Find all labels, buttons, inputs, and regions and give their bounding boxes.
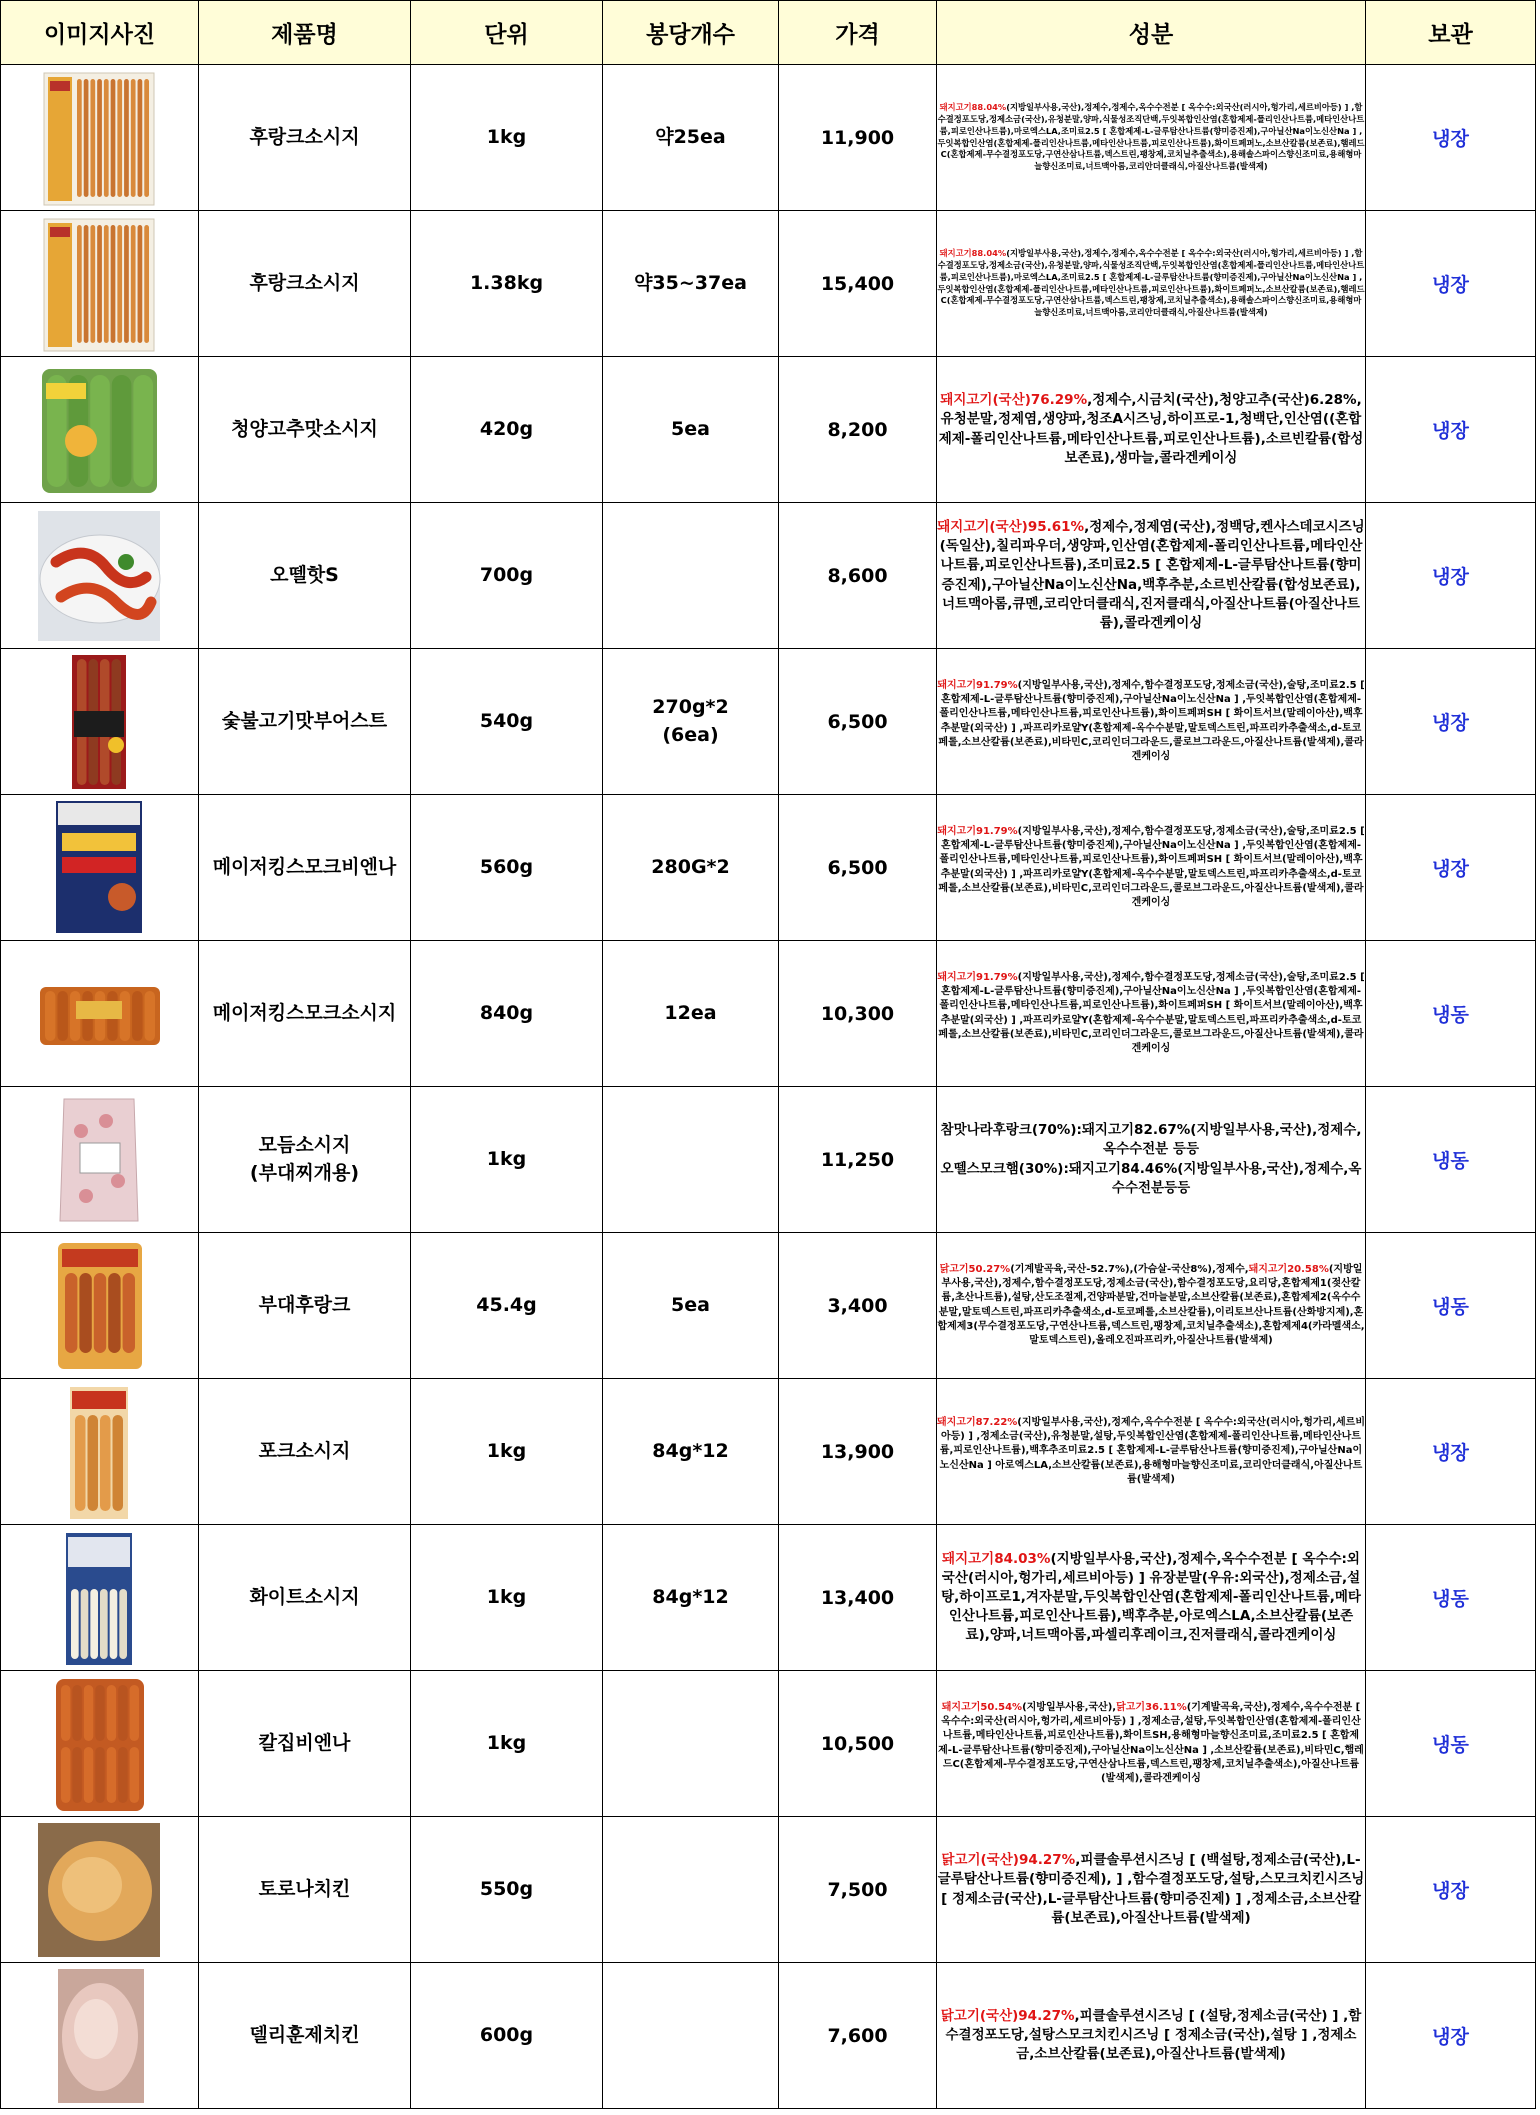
product-count: 84g*12 bbox=[603, 1525, 779, 1671]
header-name: 제품명 bbox=[199, 1, 411, 65]
ingredient-highlight: 돼지고기91.79% bbox=[937, 679, 1018, 691]
ingredient-highlight: 돼지고기(국산)76.29% bbox=[940, 392, 1088, 409]
product-name: 메이저킹스모크소시지 bbox=[199, 941, 411, 1087]
ingredient-text: (지방일부사용,국산),정제수,함수결정포도당,정제소금(국산),술탕,조미료2.5 [ 혼합제제-L-글루탐산나트륨(향미증진제),구아닐산Na이노신산Na ] ,두잇복합인산염(혼합제제-폴리인산나트륨,메타인산나트륨,피로인산나트륨),화이트페퍼SH [ 화이트서브(말레이아산),백후추분말(외국산) ] ,파프리카로얄Y(혼합제제-옥수수분말,말토덱스트린,파프리카추출색소,d-토코페롤,소브산칼륨(보존료),비타민C,코리인더그라운드,콜로브그라운드,아질산나트륨(발색제),콜라겐케이싱 bbox=[938, 825, 1365, 908]
product-count: 5ea bbox=[603, 1233, 779, 1379]
ingredient-text: (지방일부사용,국산),정제수,함수결정포도당,정제소금(국산),술탕,조미료2.5 [ 혼합제제-L-글루탐산나트륨(향미증진제),구아닐산Na이노신산Na ] ,두잇복합인산염(혼합제제-폴리인산나트륨,메타인산나트륨,피로인산나트륨),화이트페퍼SH [ 화이트서브(말레이아산),백후추분말(외국산) ] ,파프리카로얄Y(혼합제제-옥수수분말,말토덱스트린,파프리카추출색소,d-토코페롤,소브산칼륨(보존료),비타민C,코리인더그라운드,콜로브그라운드,아질산나트륨(발색제),콜라겐케이싱 bbox=[938, 679, 1365, 762]
product-ingredients bbox=[937, 1525, 1366, 1671]
product-photo bbox=[36, 1967, 164, 2105]
product-photo bbox=[36, 653, 164, 791]
ingredient-text: (기계발곡육,국산),정제수,옥수수전분 [ 옥수수:외국산(러시아,헝가리,세르비아등) ] ,정제소금,설탕,두잇복합인산염(혼합제제-폴리인산나트륨,메타인산나트륨,피로인산나트륨),화이트SH,용해형마늘향신조미료,조미료2.5 [ 혼합제제-L-글루탐산나트륨(향미증진제),구아닐산Na이노신산Na ] ,소브산칼륨(보존료),비타민C,햄레드C(혼합제제-무수결정포도당,구연산삼나트륨,덱스트린,팽창제,코치닐추출색소),아질산나트륨(발색제),콜라겐케이싱 bbox=[938, 1701, 1364, 1784]
ingredient-text: (지방일부사용,국산),정제수,옥수수전분 [ 옥수수:외국산(러시아,헝가리,세르비아등) ] ,정제소금(국산),유청분말,설탕,두잇복합인산염(혼합제제-폴리인산나트륨,메타인산나트륨,피로인산나트륨),백후추조미료2.5 [ 혼합제제-L-글루탐산나트륨(향미증진제),구아닐산Na이노신산Na ] 아로엑스LA,소브산칼륨(보존료),용해형마늘향신조미료,코리안더클래식,아질산나트륨(발색제) bbox=[939, 1417, 1365, 1485]
table-row bbox=[1, 1379, 1536, 1525]
product-count: 270g*2 (6ea) bbox=[603, 649, 779, 795]
product-count: 약25ea bbox=[603, 65, 779, 211]
product-photo bbox=[36, 1821, 164, 1959]
product-price: 6,500 bbox=[779, 649, 937, 795]
header-unit: 단위 bbox=[411, 1, 603, 65]
product-ingredients bbox=[937, 1817, 1366, 1963]
product-ingredients bbox=[937, 649, 1366, 795]
product-photo bbox=[36, 69, 164, 207]
product-photo bbox=[36, 1383, 164, 1521]
product-image bbox=[1, 941, 199, 1087]
product-name: 후랑크소시지 bbox=[199, 65, 411, 211]
table-row bbox=[1, 1233, 1536, 1379]
table-row bbox=[1, 649, 1536, 795]
product-storage: 냉장 bbox=[1366, 795, 1536, 941]
product-photo bbox=[36, 1675, 164, 1813]
product-unit: 1kg bbox=[411, 1379, 603, 1525]
header-storage: 보관 bbox=[1366, 1, 1536, 65]
product-unit: 600g bbox=[411, 1963, 603, 2109]
product-image bbox=[1, 1963, 199, 2109]
ingredient-highlight: 닭고기50.27% bbox=[939, 1263, 1011, 1275]
product-ingredients bbox=[937, 211, 1366, 357]
product-count bbox=[603, 1963, 779, 2109]
ingredient-text: (지방일부사용,국산),정제수,함수결정포도당,정제소금(국산),술탕,조미료2.5 [ 혼합제제-L-글루탐산나트륨(향미증진제),구아닐산Na이노신산Na ] ,두잇복합인산염(혼합제제-폴리인산나트륨,메타인산나트륨,피로인산나트륨),화이트페퍼SH [ 화이트서브(말레이아산),백후추분말(외국산) ] ,파프리카로얄Y(혼합제제-옥수수분말,말토덱스트린,파프리카추출색소,d-토코페롤,소브산칼륨(보존료),비타민C,코리인더그라운드,콜로브그라운드,아질산나트륨(발색제),콜라겐케이싱 bbox=[938, 971, 1365, 1054]
product-count bbox=[603, 1817, 779, 1963]
product-count: 12ea bbox=[603, 941, 779, 1087]
product-name: 칼집비엔나 bbox=[199, 1671, 411, 1817]
product-storage: 냉동 bbox=[1366, 1671, 1536, 1817]
table-row bbox=[1, 1525, 1536, 1671]
product-storage: 냉동 bbox=[1366, 1087, 1536, 1233]
product-count bbox=[603, 1087, 779, 1233]
product-price: 8,600 bbox=[779, 503, 937, 649]
header-image: 이미지사진 bbox=[1, 1, 199, 65]
product-ingredients bbox=[937, 1087, 1366, 1233]
product-ingredients bbox=[937, 941, 1366, 1087]
product-ingredients bbox=[937, 503, 1366, 649]
table-row bbox=[1, 1087, 1536, 1233]
product-name: 숯불고기맛부어스트 bbox=[199, 649, 411, 795]
product-price: 6,500 bbox=[779, 795, 937, 941]
product-name: 후랑크소시지 bbox=[199, 211, 411, 357]
product-image bbox=[1, 1671, 199, 1817]
product-unit: 840g bbox=[411, 941, 603, 1087]
product-name: 청양고추맛소시지 bbox=[199, 357, 411, 503]
product-unit: 1kg bbox=[411, 1087, 603, 1233]
ingredient-text: (지방일부사용,국산), bbox=[1022, 1701, 1117, 1713]
product-storage: 냉장 bbox=[1366, 1963, 1536, 2109]
product-image bbox=[1, 1087, 199, 1233]
product-ingredients bbox=[937, 357, 1366, 503]
product-price: 10,300 bbox=[779, 941, 937, 1087]
product-price: 8,200 bbox=[779, 357, 937, 503]
product-image bbox=[1, 65, 199, 211]
ingredient-text: (지방일부사용,국산),정제수,정제수,옥수수전분 [ 옥수수:외국산(러시아,헝가리,세르비아등) ] ,함수결정포도당,정제소금(국산),유청분말,양파,식물성조직단백,두잇복합인산염(혼합제제-폴리인산나트륨,메타인산나트륨,피로인산나트륨),마로엑스LA,조미료2.5 [ 혼합제제-L-글루탐산나트륨(향미증진제),구아닐산Na이노신산Na ] ,두잇복합인산염(혼합제제-폴리인산나트륨,메타인산나트륨,피로인산나트륨),화이트페퍼노,소브산칼륨(보존료),햄레드C(혼합제제-무수결정포도당,구연산삼나트륨,덱스트린,팽창제,코치닐추출색소),용해솔스파이스향신조미료,용해형마늘향신조미료,너트맥아롬,코리안더클래식,아질산나트륨(발색제) bbox=[937, 248, 1365, 318]
product-storage: 냉동 bbox=[1366, 1233, 1536, 1379]
table-row bbox=[1, 1963, 1536, 2109]
product-storage: 냉장 bbox=[1366, 65, 1536, 211]
product-storage: 냉장 bbox=[1366, 1379, 1536, 1525]
table-row bbox=[1, 941, 1536, 1087]
product-price: 3,400 bbox=[779, 1233, 937, 1379]
product-ingredients bbox=[937, 65, 1366, 211]
product-image bbox=[1, 795, 199, 941]
ingredient-text: (지방일부사용,국산),정제수,정제수,옥수수전분 [ 옥수수:외국산(러시아,헝가리,세르비아등) ] ,함수결정포도당,정제소금(국산),유청분말,양파,식물성조직단백,두잇복합인산염(혼합제제-폴리인산나트륨,메타인산나트륨,피로인산나트륨),마로엑스LA,조미료2.5 [ 혼합제제-L-글루탐산나트륨(향미증진제),구아닐산Na이노신산Na ] ,두잇복합인산염(혼합제제-폴리인산나트륨,메타인산나트륨,피로인산나트륨),화이트페퍼노,소브산칼륨(보존료),햄레드C(혼합제제-무수결정포도당,구연산삼나트륨,덱스트린,팽창제,코치닐추출색소),용해솔스파이스향신조미료,용해형마늘향신조미료,너트맥아롬,코리안더클래식,아질산나트륨(발색제) bbox=[937, 102, 1365, 172]
ingredient-text: ,피클솔루션시즈닝 [ (설탕,정제소금(국산) ] ,함수결정포도당,설탕스모크치킨시즈닝 [ 정제소금(국산),설탕 ] ,정제소금,소브산칼륨(보존료),아질산나트륨(발색제) bbox=[945, 2007, 1362, 2063]
product-photo bbox=[36, 945, 164, 1083]
product-name: 델리훈제치킨 bbox=[199, 1963, 411, 2109]
ingredient-highlight: 돼지고기84.03% bbox=[942, 1550, 1051, 1567]
product-photo bbox=[36, 215, 164, 353]
product-photo bbox=[36, 361, 164, 499]
product-count: 5ea bbox=[603, 357, 779, 503]
product-ingredients bbox=[937, 1233, 1366, 1379]
table-row bbox=[1, 1671, 1536, 1817]
product-name: 화이트소시지 bbox=[199, 1525, 411, 1671]
product-storage: 냉장 bbox=[1366, 503, 1536, 649]
ingredient-text: (기계발곡육,국산-52.7%),(가슴살-국산8%),정제수, bbox=[1010, 1263, 1249, 1275]
product-photo bbox=[36, 507, 164, 645]
ingredient-highlight: 돼지고기91.79% bbox=[937, 971, 1018, 983]
product-image bbox=[1, 649, 199, 795]
product-unit: 1kg bbox=[411, 65, 603, 211]
product-price: 13,900 bbox=[779, 1379, 937, 1525]
product-price: 11,250 bbox=[779, 1087, 937, 1233]
product-photo bbox=[36, 799, 164, 937]
product-unit: 550g bbox=[411, 1817, 603, 1963]
table-row bbox=[1, 1817, 1536, 1963]
table-row bbox=[1, 795, 1536, 941]
header-count: 봉당개수 bbox=[603, 1, 779, 65]
ingredient-text: ,정제수,시금치(국산),청양고추(국산)6.28%,유청분말,정제염,생양파,청조A시즈닝,하이프로-1,청백단,인산염((혼합제제-폴리인산나트륨,메타인산나트륨,피로인산나트륨),소르빈칼륨(합성보존료),생마늘,콜라겐케이싱 bbox=[938, 392, 1364, 466]
product-unit: 1.38kg bbox=[411, 211, 603, 357]
product-image bbox=[1, 211, 199, 357]
product-image bbox=[1, 1379, 199, 1525]
product-unit: 560g bbox=[411, 795, 603, 941]
product-storage: 냉동 bbox=[1366, 1525, 1536, 1671]
product-count: 약35~37ea bbox=[603, 211, 779, 357]
ingredient-highlight: 돼지고기(국산)95.61% bbox=[937, 519, 1085, 536]
ingredient-text: ,피클솔루션시즈닝 [ (백설탕,정제소금(국산),L-글루탐산나트륨(향미증진제), ] ,함수결정포도당,설탕,스모크치킨시즈닝 [ 정제소금(국산),L-글루탐산나트륨(향미증진제) ] ,정제소금,소브산칼륨(보존료),아질산나트륨(발색제) bbox=[937, 1852, 1365, 1926]
ingredient-highlight: 돼지고기50.54% bbox=[941, 1701, 1023, 1713]
product-ingredients bbox=[937, 1963, 1366, 2109]
product-photo bbox=[36, 1529, 164, 1667]
ingredient-text: 참맛나라후랑크(70%):돼지고기82.67%(지방일부사용,국산),정제수,옥수수전분 등등 오뗄스모크햄(30%):돼지고기84.46%(지방일부사용,국산),정제수,옥수수전분등등 bbox=[940, 1122, 1362, 1196]
product-image bbox=[1, 1525, 199, 1671]
product-ingredients bbox=[937, 795, 1366, 941]
ingredient-highlight: 돼지고기87.22% bbox=[937, 1417, 1018, 1429]
ingredient-text: (지방일부사용,국산),정제수,함수결정포도당,정제소금(국산),함수결정포도당,요리당,혼합제제1(젖산칼륨,초산나트륨),설탕,산도조절제,건양파분말,건마늘분말,소브산칼륨(보존료),혼합제제2(옥수수분말,말토덱스트린,파프리카추출색소,d-토코페롤,소브산칼륨),이리토브산나트륨(산화방지제),혼합제제3(무수결정포도당,구연산나트륨,덱스트린,팽창제,코치닐추출색소),혼합제제4(카라멜색소,말토덱스트린),올레오진파프리카,아질산나트륨(발색제) bbox=[937, 1263, 1365, 1346]
product-ingredients bbox=[937, 1671, 1366, 1817]
product-price: 7,600 bbox=[779, 1963, 937, 2109]
product-price: 7,500 bbox=[779, 1817, 937, 1963]
product-name: 메이저킹스모크비엔나 bbox=[199, 795, 411, 941]
product-unit: 1kg bbox=[411, 1671, 603, 1817]
ingredient-highlight: 돼지고기91.79% bbox=[937, 825, 1018, 837]
product-count: 280G*2 bbox=[603, 795, 779, 941]
header-ingredients: 성분 bbox=[937, 1, 1366, 65]
product-count bbox=[603, 1671, 779, 1817]
product-image bbox=[1, 503, 199, 649]
header-price: 가격 bbox=[779, 1, 937, 65]
ingredient-highlight: 닭고기(국산)94.27% bbox=[940, 2007, 1075, 2024]
product-storage: 냉동 bbox=[1366, 941, 1536, 1087]
ingredient-text: ,정제수,정제염(국산),정백당,켄사스데코시즈닝(독일산),칠리파우더,생양파,인산염(혼합제제-폴리인산나트륨,메타인산나트륨,피로인산나트륨),조미료2.5 [ 혼합제제-L-글루탐산나트륨(향미증진제),구아닐산Na이노신산Na,백후추분,소르빈산칼륨(합성보존료),너트맥아롬,큐멘,코리안더클래식,진저클래식,아질산나트륨(아질산나트륨),콜라겐케이싱 bbox=[939, 519, 1365, 631]
product-name: 토로나치킨 bbox=[199, 1817, 411, 1963]
product-storage: 냉장 bbox=[1366, 649, 1536, 795]
ingredient-highlight: 돼지고기20.58% bbox=[1248, 1263, 1329, 1275]
product-name: 부대후랑크 bbox=[199, 1233, 411, 1379]
ingredient-highlight: 닭고기36.11% bbox=[1116, 1701, 1187, 1713]
table-row bbox=[1, 503, 1536, 649]
product-image bbox=[1, 357, 199, 503]
product-photo bbox=[36, 1237, 164, 1375]
table-row bbox=[1, 211, 1536, 357]
header-row bbox=[1, 1, 1536, 65]
product-storage: 냉장 bbox=[1366, 357, 1536, 503]
product-name: 포크소시지 bbox=[199, 1379, 411, 1525]
table-row bbox=[1, 65, 1536, 211]
ingredient-text: (지방일부사용,국산),정제수,옥수수전분 [ 옥수수:외국산(러시아,헝가리,세르비아등) ] 유장분말(우유:외국산),정제소금,설탕,하이프로1,겨자분말,두잇복합인산염(혼합제제-폴리인산나트륨,메타인산나트륨,피로인산나트륨),백후추분,아로엑스LA,소브산칼륨(보존료),양파,너트맥아롬,파셀리후레이크,진저클래식,콜라겐케이싱 bbox=[941, 1550, 1361, 1644]
product-price: 10,500 bbox=[779, 1671, 937, 1817]
ingredient-highlight: 돼지고기88.04% bbox=[939, 248, 1007, 259]
product-image bbox=[1, 1233, 199, 1379]
product-unit: 540g bbox=[411, 649, 603, 795]
product-name: 모듬소시지 (부대찌개용) bbox=[199, 1087, 411, 1233]
product-price: 11,900 bbox=[779, 65, 937, 211]
product-count: 84g*12 bbox=[603, 1379, 779, 1525]
product-storage: 냉장 bbox=[1366, 211, 1536, 357]
product-price: 15,400 bbox=[779, 211, 937, 357]
product-unit: 45.4g bbox=[411, 1233, 603, 1379]
product-name: 오뗄핫S bbox=[199, 503, 411, 649]
table-row bbox=[1, 357, 1536, 503]
product-price: 13,400 bbox=[779, 1525, 937, 1671]
product-unit: 420g bbox=[411, 357, 603, 503]
product-photo bbox=[36, 1091, 164, 1229]
ingredient-highlight: 닭고기(국산)94.27% bbox=[941, 1852, 1076, 1869]
product-ingredients bbox=[937, 1379, 1366, 1525]
product-unit: 700g bbox=[411, 503, 603, 649]
product-image bbox=[1, 1817, 199, 1963]
product-unit: 1kg bbox=[411, 1525, 603, 1671]
product-storage: 냉장 bbox=[1366, 1817, 1536, 1963]
ingredient-highlight: 돼지고기88.04% bbox=[939, 102, 1007, 113]
product-count bbox=[603, 503, 779, 649]
